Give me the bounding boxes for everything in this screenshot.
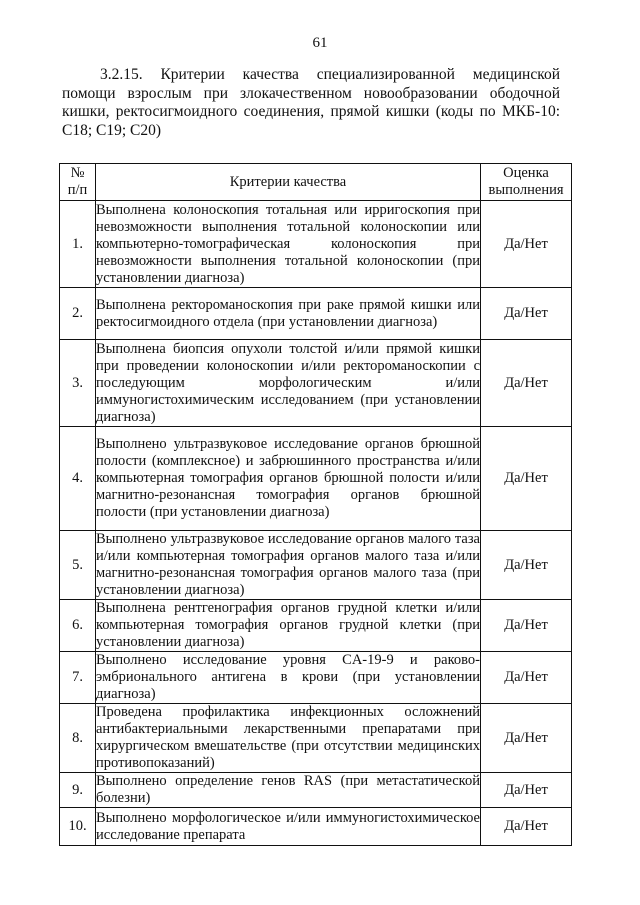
row-criterion: Выполнено ультразвуковое исследование органов брюшной полости (комплексное) и забрюшинного пространства и/или компьютерная томография органов брюшной полости и/или магнитно-резонансная томография органов брюшной полости (при установлении диагноза) bbox=[96, 427, 481, 531]
table-row bbox=[60, 652, 572, 704]
table-row bbox=[60, 201, 572, 288]
table-row bbox=[60, 340, 572, 427]
row-number: 10. bbox=[60, 808, 96, 846]
row-number: 2. bbox=[60, 288, 96, 340]
row-criterion: Выполнена рентгенография органов грудной клетки и/или компьютерная томография органов грудной клетки (при установлении диагноза) bbox=[96, 600, 480, 650]
row-evaluation: Да/Нет bbox=[481, 808, 572, 846]
row-criterion: Выполнено исследование уровня CA-19-9 и раково-эмбрионального антигена в крови (при установлении диагноза) bbox=[96, 652, 480, 702]
row-number: 9. bbox=[60, 773, 96, 808]
table-row bbox=[60, 704, 572, 773]
header-evaluation-line1: Оценка bbox=[503, 165, 549, 181]
table-row bbox=[60, 531, 572, 600]
row-evaluation: Да/Нет bbox=[481, 531, 572, 600]
row-evaluation: Да/Нет bbox=[481, 773, 572, 808]
row-number: 4. bbox=[60, 427, 96, 531]
row-evaluation: Да/Нет bbox=[481, 288, 572, 340]
row-evaluation: Да/Нет bbox=[481, 201, 572, 288]
row-evaluation: Да/Нет bbox=[481, 652, 572, 704]
table-row bbox=[60, 808, 572, 846]
table-row bbox=[60, 427, 572, 531]
row-criterion: Выполнено морфологическое и/или иммуногистохимическое исследование препарата bbox=[96, 808, 481, 846]
row-criterion: Выполнена ректороманоскопия при раке прямой кишки или ректосигмоидного отдела (при установлении диагноза) bbox=[96, 288, 481, 340]
row-evaluation: Да/Нет bbox=[481, 427, 572, 531]
row-number: 1. bbox=[60, 201, 96, 288]
page-number: 61 bbox=[312, 35, 328, 51]
table-row bbox=[60, 288, 572, 340]
row-evaluation: Да/Нет bbox=[481, 704, 572, 773]
table-row bbox=[60, 773, 572, 808]
row-criterion: Выполнена биопсия опухоли толстой и/или прямой кишки при проведении колоноскопии и/или ректороманоскопии с последующим морфологическим и/или иммуногистохимическим исследованием (при установлении диагноза) bbox=[96, 340, 480, 425]
header-evaluation-line2: выполнения bbox=[488, 182, 564, 198]
header-criteria: Критерии качества bbox=[96, 164, 481, 201]
row-number: 7. bbox=[60, 652, 96, 704]
row-number: 3. bbox=[60, 340, 96, 427]
header-evaluation bbox=[481, 164, 572, 201]
section-heading: 3.2.15. Критерии качества специализированной медицинской помощи взрослым при злокачественном новообразовании ободочной кишки, ректосигмоидного соединения, прямой кишки (коды по МКБ-10: C18; C19; C20) bbox=[62, 66, 560, 139]
row-number: 5. bbox=[60, 531, 96, 600]
row-evaluation: Да/Нет bbox=[481, 600, 572, 652]
header-number bbox=[60, 164, 96, 201]
row-criterion: Выполнено определение генов RAS (при метастатической болезни) bbox=[96, 773, 480, 806]
row-number: 8. bbox=[60, 704, 96, 773]
header-number-line2: п/п bbox=[67, 182, 88, 198]
row-criterion: Выполнено ультразвуковое исследование органов малого таза и/или компьютерная томография органов малого таза и/или магнитно-резонансная томография органов малого таза (при установлении диагноза) bbox=[96, 531, 480, 598]
table-row bbox=[60, 600, 572, 652]
row-evaluation: Да/Нет bbox=[481, 340, 572, 427]
row-criterion: Проведена профилактика инфекционных осложнений антибактериальными лекарственными препаратами при хирургическом вмешательстве (при отсутствии медицинских противопоказаний) bbox=[96, 704, 480, 771]
quality-criteria-table bbox=[59, 163, 572, 846]
table-header-row bbox=[60, 164, 572, 201]
row-number: 6. bbox=[60, 600, 96, 652]
header-number-line1: № bbox=[70, 165, 85, 181]
row-criterion: Выполнена колоноскопия тотальная или ирригоскопия при невозможности выполнения тотальной колоноскопии или компьютерно-томографическая колоноскопия при невозможности выполнения тотальной колоноскопии (при установлении диагноза) bbox=[96, 201, 480, 286]
